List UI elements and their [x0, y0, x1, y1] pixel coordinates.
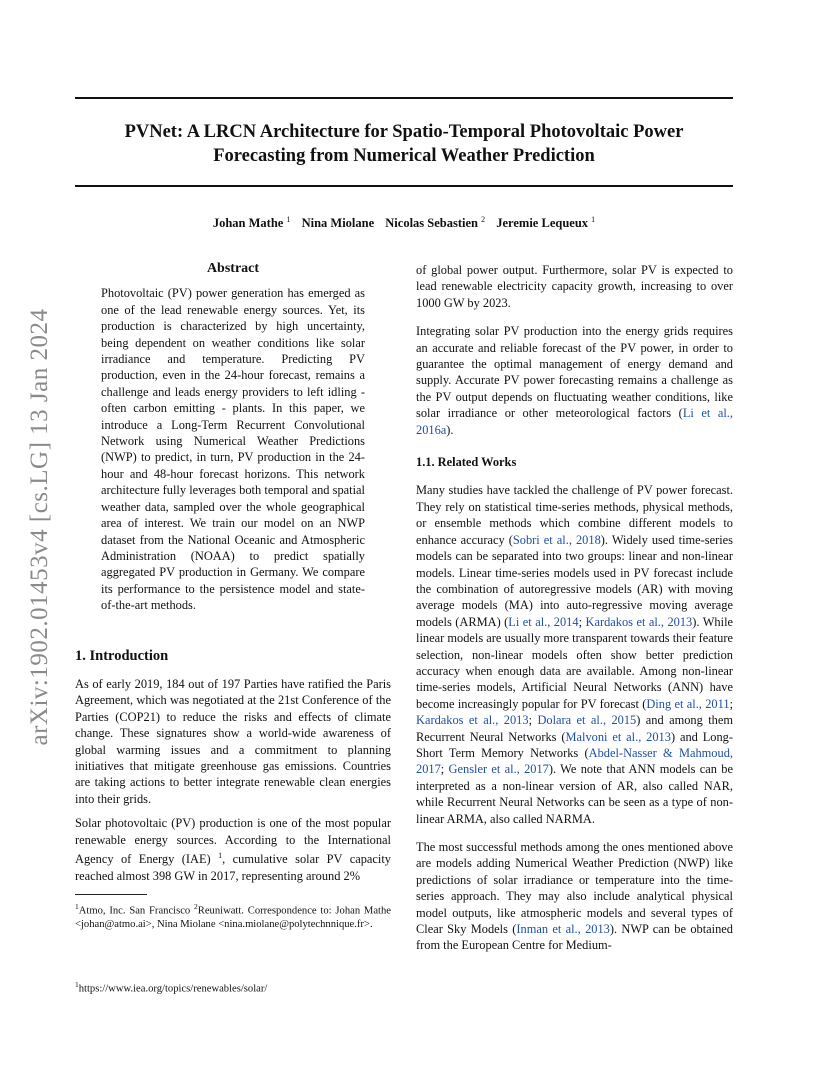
citation-link[interactable]: Kardakos et al., 2013 [585, 614, 693, 629]
author: Nicolas Sebastien $^2$ [385, 215, 486, 231]
citation-link[interactable]: Kardakos et al., 2013 [416, 713, 529, 728]
intro-paragraph-1: As of early 2019, 184 out of 197 Parties have ratified the Paris Agreement, which was negotiated at the 21st Conference of the Parties (COP21) to reduce the risks and effects of climate change. These signatures show a world-wide awareness of global warming issues and a commitment to planning initiatives that mitigate greenhouse gas emissions. Countries are taking actions to better integrate renewable clean energies into their grids. [75, 676, 391, 806]
related-works-paragraph-2: The most successful methods among the ones mentioned above are models adding Numerical Weather Prediction (NWP) like predictions of solar irradiance or temperature into the time-series approach. They may also include analytical physical model outputs, like atmospheric models and several types of Clear Sky Models (Inman et al., 2013). NWP can be obtained from the European Centre for Medium- [416, 840, 733, 953]
citation-link[interactable]: Sobri et al., 2018 [512, 532, 601, 547]
author-list [75, 215, 733, 231]
subsection-heading-related-works: 1.1. Related Works [416, 455, 517, 470]
right-paragraph-2: Integrating solar PV production into the energy grids requires an accurate and reliable forecast of the PV power, in order to guarantee the optimal management of energy demand and supply. Accurate PV power forecasting remains a challenge as the PV output depends on fluctuating weather conditions, like solar irradiance or other meteorological factors (Li et al., 2016a). [416, 324, 733, 437]
author: Nina Miolane [301, 216, 375, 231]
affiliation-footnote: $^1$Atmo, Inc. San Francisco $^2$Reuniwatt. Correspondence to: Johan Mathe <johan@atmo.ai>, Nina Miolane <nina.miolane@polytechnnique.fr>. [75, 901, 391, 931]
citation-link[interactable]: Li et al., 2014 [508, 614, 579, 629]
title-rule-top [75, 97, 733, 99]
author: Jeremie Lequeux $^1$ [496, 215, 596, 231]
right-column [416, 262, 733, 966]
arxiv-stamp-text: arXiv:1902.01453v4 [cs.LG] 13 Jan 2024 [26, 308, 53, 746]
abstract-heading: Abstract [206, 261, 260, 276]
footnote-rule [75, 894, 147, 895]
citation-link[interactable]: Malvoni et al., 2013 [565, 729, 671, 744]
title-line-2: Forecasting from Numerical Weather Prediction [213, 146, 595, 166]
right-paragraph-1: of global power output. Furthermore, solar PV is expected to lead renewable electricity capacity growth, increasing to over 1000 GW by 2023. [416, 263, 733, 310]
citation-link[interactable]: Dolara et al., 2015 [537, 713, 637, 728]
title-rule-bottom [75, 185, 733, 187]
section-heading-introduction: 1. Introduction [75, 647, 169, 664]
url-footnote-link[interactable]: https://www.iea.org/topics/renewables/solar/ [78, 984, 268, 995]
arxiv-stamp [20, 296, 60, 758]
title-line-1: PVNet: A LRCN Architecture for Spatio-Temporal Photovoltaic Power [124, 122, 684, 142]
related-works-paragraph-1: Many studies have tackled the challenge of PV power forecast. They rely on statistical time-series methods, physical methods, or ensemble methods which combine different models to enhance accuracy (Sobri et al., 2018). Widely used time-series models can be separated into two groups: linear and non-linear models. Linear time-series models used in PV forecast include the combination of autoregressive models (AR) with moving average models (MA) into auto-regressive moving average models (ARMA) (Li et al., 2014; Kardakos et al., 2013). While linear models are usually more transparent towards their feature selection, non-linear models often show better prediction accuracy when enough data are available. Among non-linear time-series models, Artificial Neural Networks (ANN) have become increasingly popular for PV forecast (Ding et al., 2011; Kardakos et al., 2013; Dolara et al., 2015) and among them Recurrent Neural Networks (Malvoni et al., 2013) and Long-Short Term Memory Networks (Abdel-Nasser & Mahmoud, 2017; Gensler et al., 2017). We note that ANN models can be interpreted as a non-linear version of AR, also called NAR, while Recurrent Neural Networks can be seen as a type of non-linear ARMA, also called NARMA. [416, 483, 734, 826]
citation-link[interactable]: Inman et al., 2013 [516, 922, 610, 937]
author: Johan Mathe $^1$ [212, 215, 291, 231]
abstract-text: Photovoltaic (PV) power generation has emerged as one of the lead renewable energy sources. Yet, its production is characterized by high uncertainty, being dependent on weather conditions like solar irradiance and temperature. Predicting PV production, even in the 24-hour forecast, remains a challenge and leads energy providers to left idling - often carbon emitting - plants. In this paper, we introduce a Long-Term Recurrent Convolutional Network using Numerical Weather Predictions (NWP) to predict, in turn, PV production in the 24-hour and 48-hour forecast horizons. This network architecture fully leverages both temporal and spatial weather data, sampled over the whole geographical area of interest. We train our model on an NWP dataset from the National Oceanic and Atmospheric Administration (NOAA) to predict spatially aggregated PV production in Germany. We compare its performance to the persistence model and state-of-the-art methods. [101, 286, 365, 613]
paper-title [75, 120, 733, 168]
citation-link[interactable]: Li et al., 2016a [416, 406, 733, 437]
citation-link[interactable]: Ding et al., 2011 [646, 696, 730, 711]
citation-link[interactable]: Abdel-Nasser & Mahmoud, 2017 [416, 745, 733, 777]
citation-link[interactable]: Gensler et al., 2017 [448, 762, 549, 777]
intro-paragraph-2: Solar photovoltaic (PV) production is one of the most popular renewable energy sources. According to the International Agency of Energy (IAE) $^1$, cumulative solar PV capacity reached almost 398 GW in 2017, representing around 2% [75, 816, 391, 883]
left-column [75, 258, 391, 997]
url-footnote: $^1$https://www.iea.org/topics/renewables/solar/ [75, 980, 268, 995]
